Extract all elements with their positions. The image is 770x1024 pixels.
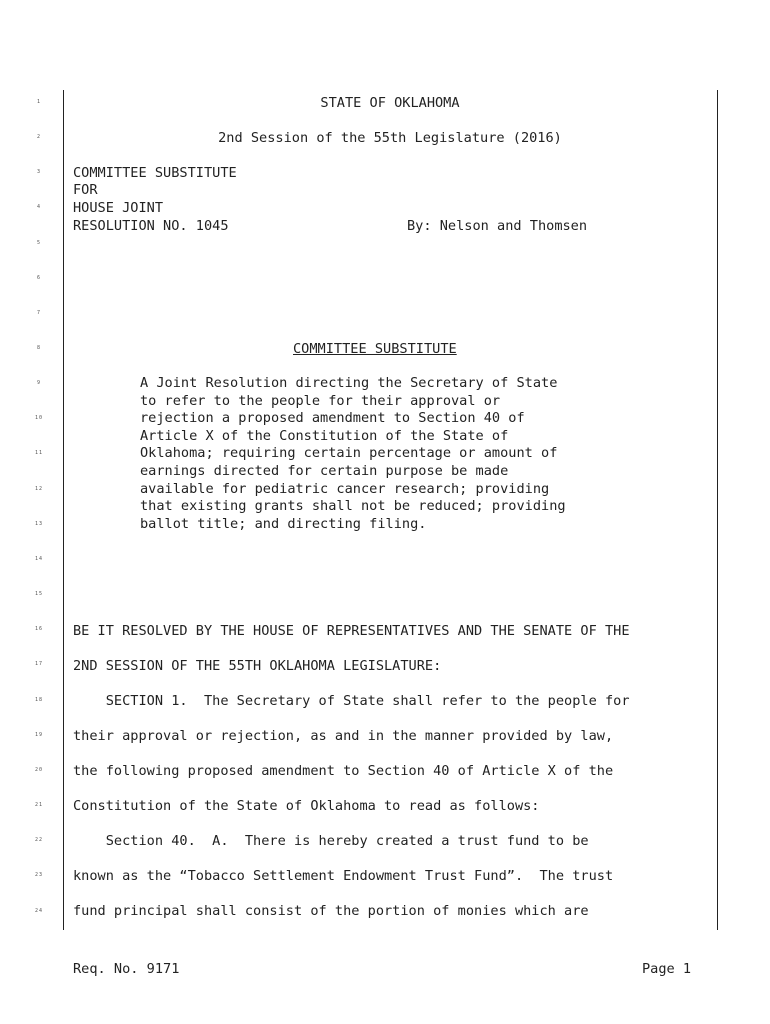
abstract-line: Article X of the Constitution of the State of [140,427,509,444]
line-number: 5 [36,240,41,246]
committee-substitute-heading: COMMITTEE SUBSTITUTE [293,341,457,357]
line-number: 10 [34,415,44,421]
line-number: 15 [34,591,44,597]
body-line: Section 40. A. There is hereby created a trust fund to be [73,833,589,849]
abstract-line: earnings directed for certain purpose be made [140,462,509,479]
page-number: Page 1 [642,961,692,977]
abstract-line: rejection a proposed amendment to Section 40 of [140,410,525,427]
line-number: 23 [34,872,44,878]
line-number: 18 [34,697,44,703]
line-number: 24 [34,908,44,914]
bill-type-line: HOUSE JOINT [73,200,164,216]
session-title: 2nd Session of the 55th Legislature (2016) [218,130,562,146]
body-line: SECTION 1. The Secretary of State shall refer to the people for [73,693,630,709]
line-number: 4 [36,204,41,210]
resolution-abstract [140,375,640,533]
body-line: BE IT RESOLVED BY THE HOUSE OF REPRESENTATIVES AND THE SENATE OF THE [73,623,630,639]
request-number: Req. No. 9171 [73,961,180,977]
bill-type-line: FOR [73,182,98,198]
abstract-line: A Joint Resolution directing the Secretary of State [140,375,558,391]
line-number: 16 [34,626,44,632]
left-margin-rule [63,90,64,930]
line-number: 9 [36,380,41,386]
line-number: 6 [36,275,41,281]
line-number: 7 [36,310,41,316]
abstract-line: that existing grants shall not be reduced; providing [140,498,566,515]
line-number: 1 [36,99,41,105]
line-number: 12 [34,486,44,492]
body-line: the following proposed amendment to Section 40 of Article X of the [73,763,614,779]
body-line: 2ND SESSION OF THE 55TH OKLAHOMA LEGISLATURE: [73,658,442,674]
body-line: Constitution of the State of Oklahoma to read as follows: [73,798,540,814]
line-number: 8 [36,345,41,351]
right-margin-rule [717,90,718,930]
bill-type-line: COMMITTEE SUBSTITUTE [73,165,237,181]
body-line: fund principal shall consist of the portion of monies which are [73,903,589,919]
line-number: 21 [34,802,44,808]
abstract-line: Oklahoma; requiring certain percentage or amount of [140,445,558,462]
line-number: 22 [34,837,44,843]
abstract-line: to refer to the people for their approval or [140,392,501,409]
line-number: 3 [36,169,41,175]
body-line: known as the “Tobacco Settlement Endowment Trust Fund”. The trust [73,868,614,884]
bill-number: RESOLUTION NO. 1045 [73,218,229,234]
line-number: 17 [34,661,44,667]
abstract-line: ballot title; and directing filing. [140,515,427,532]
line-number: 19 [34,732,44,738]
line-number: 20 [34,767,44,773]
body-line: their approval or rejection, as and in the manner provided by law, [73,728,614,744]
line-number: 14 [34,556,44,562]
state-title: STATE OF OKLAHOMA [320,95,460,111]
abstract-line: available for pediatric cancer research; providing [140,480,550,497]
line-number: 2 [36,134,41,140]
line-number: 11 [34,450,44,456]
line-number: 13 [34,521,44,527]
authors: By: Nelson and Thomsen [407,218,588,234]
